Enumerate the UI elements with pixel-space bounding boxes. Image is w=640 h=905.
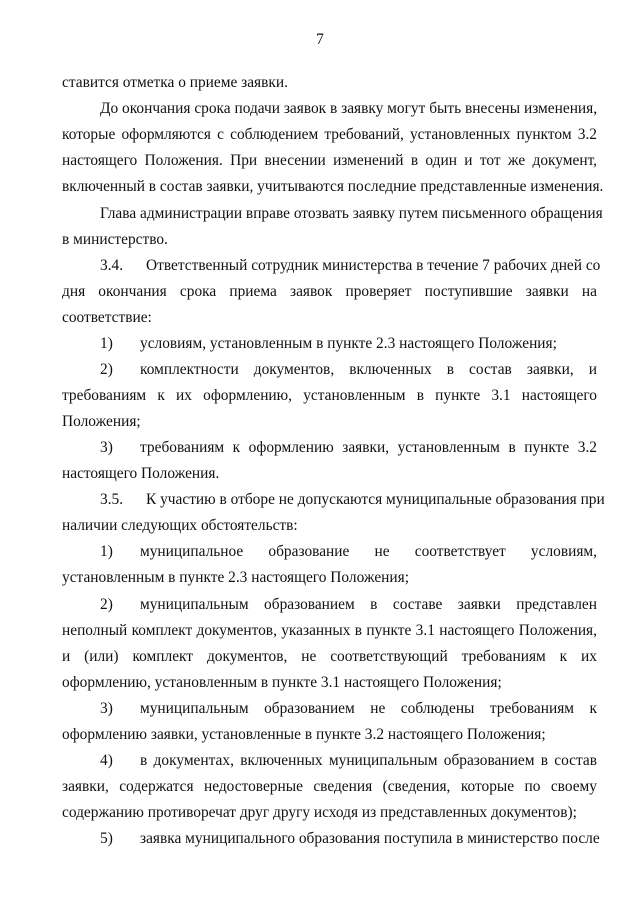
text-line: содержанию противоречат друг другу исходя из представленных документов); [62,804,577,821]
item-text: условиям, установленным в пункте 2.3 настоящего Положения; [140,335,557,352]
text-line: Глава администрации вправе отозвать заявку путем письменного обращения [100,205,603,222]
text-line: установленным в пункте 2.3 настоящего Положения; [62,569,409,586]
item-number: 1) [100,543,113,560]
item-number: 2) [100,361,113,378]
clause-number: 3.4. [100,257,124,274]
clause-text: Ответственный сотрудник министерства в течение 7 рабочих дней со [146,257,601,274]
item-number: 1) [100,335,113,352]
item-number: 3) [100,439,113,456]
item-number: 3) [100,700,113,717]
item-text: требованиям к оформлению заявки, установленным в пункте 3.2 [140,439,597,456]
text-line: оформлению заявки, установленные в пункте 3.2 настоящего Положения; [62,726,546,743]
page-number: 7 [316,31,324,48]
item-number: 2) [100,596,113,613]
item-text: муниципальное образование не соответствует условиям, [140,543,597,560]
text-line: До окончания срока подачи заявок в заявку могут быть внесены изменения, [100,100,598,117]
text-line: наличии следующих обстоятельств: [62,517,298,534]
item-number: 4) [100,752,113,769]
text-line: дня окончания срока приема заявок проверяет поступившие заявки на [62,283,597,300]
text-line: заявки, содержатся недостоверные сведения (сведения, которые по своему [62,778,597,795]
text-line: настоящего Положения. При внесении изменений в один и тот же документ, [62,152,597,169]
item-text: заявка муниципального образования поступила в министерство после [140,830,600,847]
text-line: неполный комплект документов, указанных в пункте 3.1 настоящего Положения, [62,622,597,639]
item-text: в документах, включенных муниципальным образованием в состав [140,752,597,769]
text-line: Положения; [62,413,141,430]
text-line: включенный в состав заявки, учитываются последние представленные изменения. [62,178,604,195]
text-line: оформлению, установленным в пункте 3.1 настоящего Положения; [62,674,502,691]
text-line: ставится отметка о приеме заявки. [62,74,288,91]
item-text: муниципальным образованием не соблюдены требованиям к [140,700,597,717]
text-line: настоящего Положения. [62,465,220,482]
text-line: в министерство. [62,231,168,248]
item-text: муниципальным образованием в составе заявки представлен [140,596,597,613]
text-line: которые оформляются с соблюдением требований, установленных пунктом 3.2 [62,126,597,143]
text-line: и (или) комплект документов, не соответствующий требованиям к их [62,648,597,665]
clause-text: К участию в отборе не допускаются муниципальные образования при [146,491,605,508]
clause-number: 3.5. [100,491,124,508]
item-number: 5) [100,830,113,847]
text-line: требованиям к их оформлению, установленным в пункте 3.1 настоящего [62,387,597,404]
text-line: соответствие: [62,309,152,326]
item-text: комплектности документов, включенных в состав заявки, и [140,361,597,378]
